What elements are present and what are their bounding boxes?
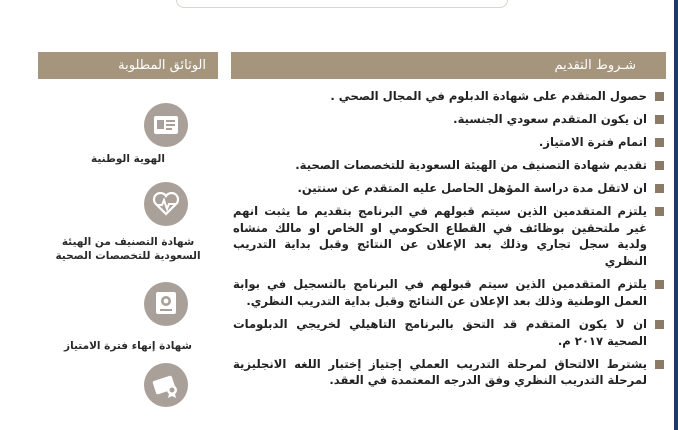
square-bullet-icon	[655, 360, 664, 369]
condition-text: ان لاتقل مدة دراسة المؤهل الحاصل عليه المتقدم عن سنتين.	[297, 181, 647, 195]
condition-item	[233, 316, 664, 349]
condition-text: تقديم شهادة التصنيف من الهيئة السعودية للتخصصات الصحية.	[295, 158, 647, 172]
condition-text: اتمام فترة الامتياز.	[538, 135, 647, 149]
condition-text: يشترط الالتحاق لمرحلة التدريب العملي إجتياز إختبار اللغه الانجليزية لمرحلة التدريب النظري وفق الدرجه المعتمدة في العقد.	[233, 356, 647, 388]
diploma-icon	[144, 363, 188, 407]
condition-item	[233, 203, 664, 270]
condition-item	[233, 134, 664, 151]
condition-item	[233, 180, 664, 197]
document-label: الهوية الوطنية	[91, 153, 165, 165]
square-bullet-icon	[655, 92, 664, 101]
square-bullet-icon	[655, 115, 664, 124]
condition-item	[233, 276, 664, 309]
condition-text: حصول المتقدم على شهادة الدبلوم في المجال الصحي .	[330, 89, 647, 103]
document-label: شهادة التصنيف من الهيئة السعودية للتخصصات الصحية	[55, 236, 201, 262]
condition-text: ان لا يكون المتقدم قد التحق بالبرنامج التاهيلي لخريجي الدبلومات الصحية ٢٠١٧ م.	[233, 316, 647, 348]
id-card-icon	[144, 103, 188, 147]
document-label: شهادة إنهاء فترة الامتياز	[64, 340, 192, 352]
top-frame-decoration	[176, 0, 508, 8]
condition-item	[233, 356, 664, 389]
square-bullet-icon	[655, 161, 664, 170]
conditions-title: شـروط التقديم	[554, 58, 636, 73]
condition-item	[233, 157, 664, 174]
condition-text: ان يكون المتقدم سعودي الجنسية.	[453, 112, 647, 126]
square-bullet-icon	[655, 138, 664, 147]
condition-text: يلتزم المتقدمين الذين سيتم قبولهم في البرنامج بتقديم ما يثبت انهم غير ملتحقين بوظائف في القطاع الحكومي او الخاص او مالك منشاه ولدية سجل تجاري وذلك بعد الإعلان عن النتائج وقبل بداية التدريب النظري	[233, 204, 647, 269]
certificate-icon	[144, 282, 188, 326]
medical-heartbeat-icon	[144, 182, 188, 226]
page-edge-strip	[674, 0, 678, 430]
condition-text: يلتزم المتقدمين الذين سيتم قبولهم في البرنامج بالتسجيل في بوابة العمل الوطنية وذلك بعد الإعلان عن النتائج وقبل بداية التدريب النظري.	[233, 277, 647, 308]
square-bullet-icon	[655, 280, 664, 289]
condition-item	[233, 111, 664, 128]
conditions-header	[231, 52, 666, 79]
conditions-list	[233, 88, 664, 395]
square-bullet-icon	[655, 320, 664, 329]
square-bullet-icon	[655, 207, 664, 216]
documents-title: الوثائق المطلوبة	[118, 58, 206, 73]
square-bullet-icon	[655, 184, 664, 193]
documents-header	[38, 52, 218, 79]
condition-item	[233, 88, 664, 105]
